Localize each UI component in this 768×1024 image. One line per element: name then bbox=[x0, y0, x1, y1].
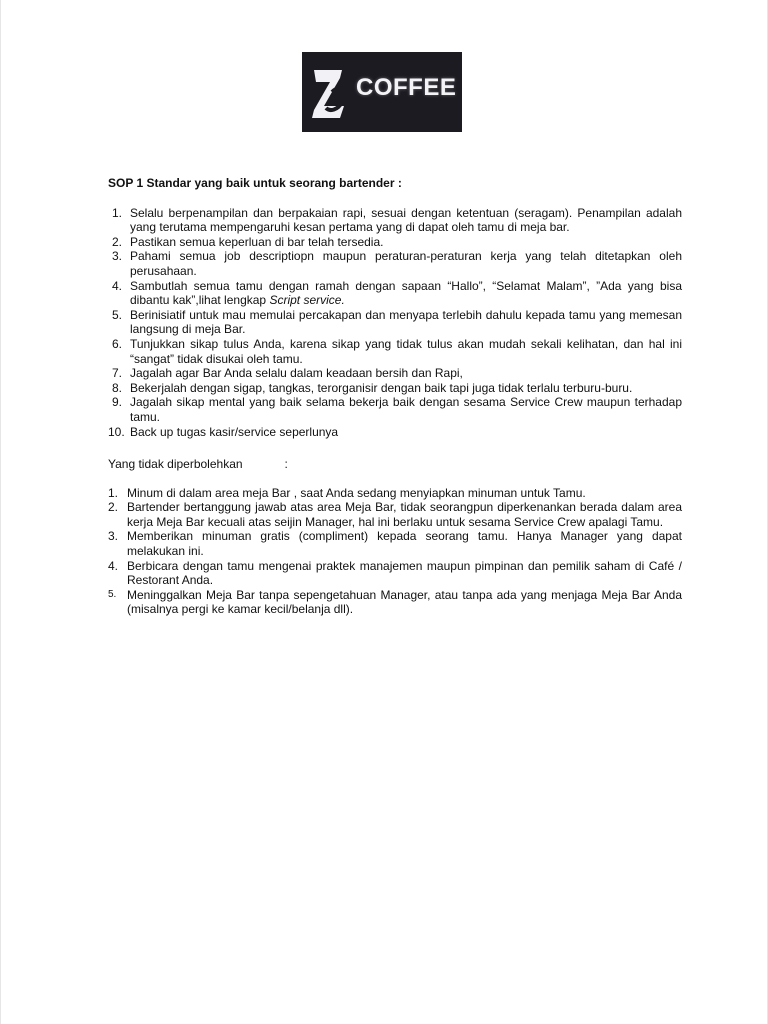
list-item: 6. Tunjukkan sikap tulus Anda, karena sikap yang tidak tulus akan mudah sekali kelihatan, dan hal ini “sangat” tidak disukai oleh tamu. bbox=[112, 336, 682, 366]
sop-heading: SOP 1 Standar yang baik untuk seorang bartender : bbox=[108, 176, 402, 190]
prohibited-list bbox=[108, 486, 682, 617]
list-item: 5. Berinisiatif untuk mau memulai percakapan dan menyapa terlebih dahulu kepada tamu yang memesan langsung di meja Bar. bbox=[112, 307, 682, 337]
standard-list bbox=[108, 206, 682, 440]
list-item: 1. Selalu berpenampilan dan berpakaian rapi, sesuai dengan ketentuan (seragam). Penampilan adalah yang terutama mempengaruhi kesan pertama yang di dapat oleh tamu di meja bar. bbox=[112, 205, 682, 235]
list-item: 4. Berbicara dengan tamu mengenai praktek manajemen maupun pimpinan dan pemilik saham di Café / Restorant Anda. bbox=[108, 558, 682, 588]
list-item: 8. Bekerjalah dengan sigap, tangkas, terorganisir dengan baik tapi juga tidak terlalu terburu-buru. bbox=[112, 380, 633, 395]
list-item: 3. Pahami semua job descriptiopn maupun peraturan-peraturan kerja yang telah ditetapkan oleh perusahaan. bbox=[112, 249, 682, 278]
prohibited-heading: Yang tidak diperbolehkan : bbox=[108, 457, 288, 472]
list-item: 5. Meninggalkan Meja Bar tanpa sepengetahuan Manager, atau tanpa ada yang menjaga Meja Bar Anda (misalnya pergi ke kamar kecil/belanja dll). bbox=[108, 587, 682, 617]
z-logo-icon bbox=[310, 62, 348, 124]
list-item: 2. Pastikan semua keperluan di bar telah tersedia. bbox=[112, 234, 384, 249]
sop-content bbox=[108, 176, 682, 617]
logo-brand-text: COFFEE bbox=[356, 74, 457, 101]
list-item: 1. Minum di dalam area meja Bar , saat Anda sedang menyiapkan minuman untuk Tamu. bbox=[108, 485, 586, 500]
list-item: 10. Back up tugas kasir/service seperlunya bbox=[108, 424, 339, 439]
list-item: 2. Bartender bertanggung jawab atas area Meja Bar, tidak seorangpun diperkenankan berada dalam area kerja Meja Bar kecuali atas seijin Manager, hal ini berlaku untuk sesama Service Crew apalagi Tamu. bbox=[108, 500, 682, 529]
list-item: 9. Jagalah sikap mental yang baik selama bekerja baik dengan sesama Service Crew maupun terhadap tamu. bbox=[112, 395, 682, 424]
list-item: 4. Sambutlah semua tamu dengan ramah dengan sapaan “Hallo”, “Selamat Malam”, ”Ada yang bisa dibantu kak”,lihat lengkap Script service. bbox=[112, 278, 682, 308]
list-item: 3. Memberikan minuman gratis (compliment) kepada seorang tamu. Hanya Manager yang dapat melakukan ini. bbox=[108, 529, 682, 559]
list-item: 7. Jagalah agar Bar Anda selalu dalam keadaan bersih dan Rapi, bbox=[112, 366, 463, 381]
script-service-link: Script service. bbox=[269, 293, 345, 308]
coffee-logo bbox=[302, 52, 462, 132]
